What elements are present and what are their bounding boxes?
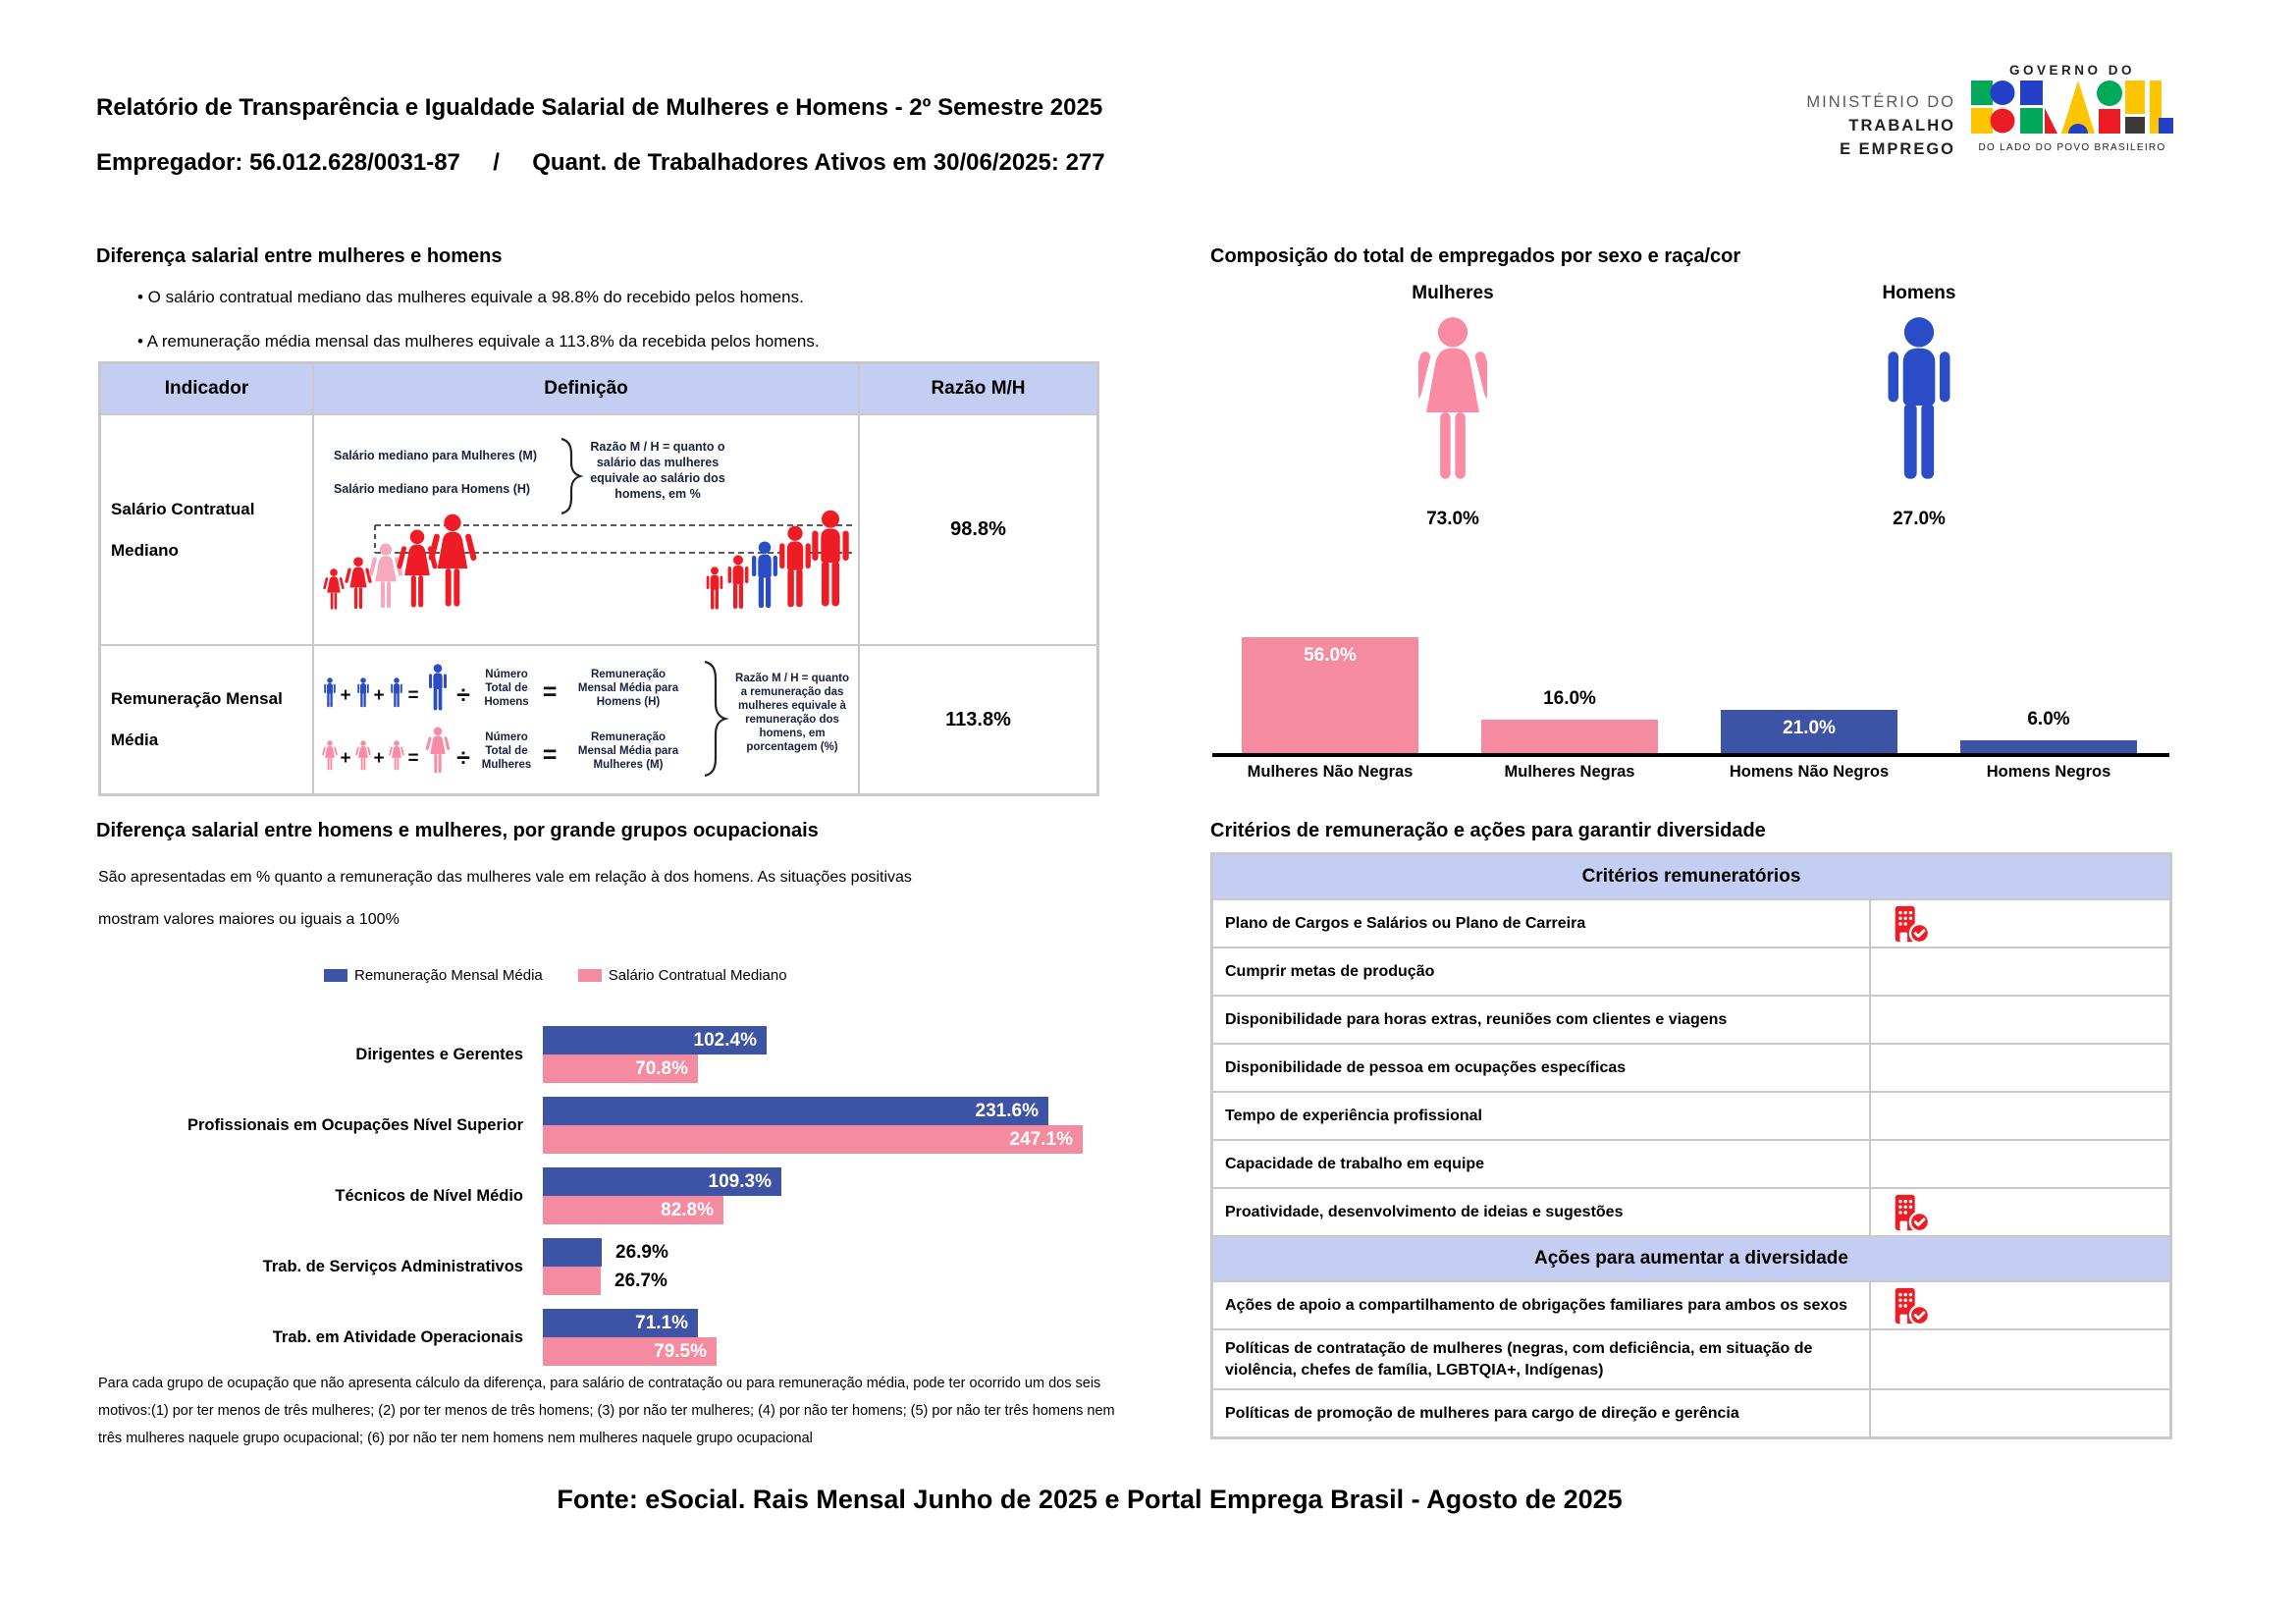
criteria-heading: Critérios de remuneração e ações para garantir diversidade — [1210, 820, 1766, 841]
bar-value-label: 102.4% — [693, 1029, 757, 1051]
ministry-line: MINISTÉRIO DO — [1806, 93, 1955, 111]
svg-text:Remuneração: Remuneração — [590, 731, 667, 743]
composition-category-label: Homens Negros — [1986, 763, 2111, 781]
criteria-section-header: Critérios remuneratórios — [1213, 855, 2169, 898]
indicator-remuneracao-media: Remuneração Mensal Média — [101, 646, 312, 793]
legend-swatch-pink — [578, 969, 602, 982]
criteria-row-label: Políticas de promoção de mulheres para cargo de direção e gerência — [1213, 1390, 1869, 1436]
legend-label: Salário Contratual Mediano — [608, 967, 787, 984]
criteria-status-cell — [1871, 1390, 2169, 1436]
composition-category-label: Mulheres Não Negras — [1247, 763, 1414, 781]
occupational-category-label: Trab. de Serviços Administrativos — [262, 1257, 523, 1275]
occupational-category-label: Profissionais em Ocupações Nível Superior — [187, 1115, 523, 1134]
diagram-remuneracao-media — [314, 646, 858, 793]
legend-label: Remuneração Mensal Média — [354, 967, 543, 984]
svg-text:Total de: Total de — [485, 745, 528, 757]
pay-gap-heading: Diferença salarial entre mulheres e homens — [96, 245, 503, 267]
bar-value-label: 79.5% — [654, 1340, 707, 1362]
svg-text:remuneração dos: remuneração dos — [745, 714, 839, 726]
ratio-value-remuneracao-media: 113.8% — [860, 646, 1096, 793]
bar-salario-contratual-mediano — [543, 1125, 1083, 1154]
woman-icon — [1418, 316, 1487, 488]
female-group-label: Mulheres — [1412, 283, 1494, 303]
criteria-status-cell — [1871, 1141, 2169, 1187]
building-check-icon — [1889, 1286, 1930, 1325]
chart-baseline — [1212, 753, 2169, 757]
ratio-table-header-indicador: Indicador — [101, 364, 312, 413]
bar-remuneracao-mensal-media — [543, 1026, 767, 1055]
gov-logo-tagline: DO LADO DO POVO BRASILEIRO — [1978, 142, 2166, 153]
occupational-subtitle-line2: mostram valores maiores ou iguais a 100% — [98, 911, 400, 928]
bar-salario-contratual-mediano — [543, 1267, 601, 1295]
bar-value-label: 82.8% — [661, 1199, 714, 1220]
svg-text:=: = — [407, 685, 419, 706]
criteria-row-label: Proatividade, desenvolvimento de ideias e sugestões — [1213, 1189, 1869, 1235]
svg-text:=: = — [542, 741, 558, 769]
svg-text:+: + — [340, 685, 351, 706]
bar-value-label: 247.1% — [1009, 1128, 1073, 1150]
ratio-table-header-definicao: Definição — [314, 364, 858, 413]
source-footer: Fonte: eSocial. Rais Mensal Junho de 2025 e Portal Emprega Brasil - Agosto de 2025 — [557, 1485, 1623, 1514]
composition-bar-2 — [1481, 720, 1658, 753]
building-check-icon — [1889, 904, 1930, 944]
svg-text:mulheres equivale à: mulheres equivale à — [738, 700, 846, 712]
criteria-row-label: Ações de apoio a compartilhamento de obrigações familiares para ambos os sexos — [1213, 1282, 1869, 1328]
ministry-line: E EMPREGO — [1840, 140, 1955, 158]
svg-text:Número: Número — [485, 669, 528, 680]
occupational-category-label: Trab. em Atividade Operacionais — [272, 1327, 523, 1346]
svg-text:+: + — [340, 748, 351, 769]
chart-legend — [324, 967, 787, 984]
bar-remuneracao-mensal-media — [543, 1238, 602, 1267]
criteria-section-header: Ações para aumentar a diversidade — [1213, 1237, 2169, 1280]
svg-text:salário das mulheres: salário das mulheres — [596, 456, 720, 469]
bar-value-label: 26.7% — [614, 1270, 667, 1291]
ministry-logo — [1571, 90, 1955, 161]
criteria-row-label: Disponibilidade de pessoa em ocupações específicas — [1213, 1045, 1869, 1091]
occupational-category-label: Técnicos de Nível Médio — [335, 1186, 523, 1205]
pay-gap-bullet-2: • A remuneração média mensal das mulheres equivale a 113.8% da recebida pelos homens. — [137, 332, 820, 351]
svg-text:Salário mediano para Mulheres: Salário mediano para Mulheres (M) — [334, 449, 537, 462]
diagram-salario-mediano — [314, 415, 858, 644]
composition-heading: Composição do total de empregados por sexo e raça/cor — [1210, 245, 1741, 267]
svg-text:homens, em: homens, em — [759, 728, 826, 739]
criteria-row-label: Tempo de experiência profissional — [1213, 1093, 1869, 1139]
brasil-logo-icon — [1971, 81, 2173, 135]
criteria-status-cell — [1871, 1282, 2169, 1328]
svg-text:÷: ÷ — [456, 744, 470, 772]
svg-text:Remuneração: Remuneração — [590, 669, 667, 680]
occupational-heading: Diferença salarial entre homens e mulheres, por grande grupos ocupacionais — [96, 820, 819, 841]
criteria-status-cell — [1871, 1093, 2169, 1139]
ratio-value-salario-contratual: 98.8% — [860, 415, 1096, 644]
bar-value-label: 56.0% — [1304, 645, 1357, 666]
governo-do-brasil-logo — [1967, 63, 2177, 153]
man-icon — [1885, 316, 1953, 488]
legend-item-remuneracao — [324, 967, 543, 984]
report-title: Relatório de Transparência e Igualdade Salarial de Mulheres e Homens - 2º Semestre 2025 — [96, 94, 1103, 121]
composition-category-label: Homens Não Negros — [1729, 763, 1890, 781]
bar-value-label: 21.0% — [1783, 718, 1836, 738]
bar-value-label: 109.3% — [708, 1170, 772, 1192]
occupational-bar-chart — [96, 1026, 1088, 1376]
criteria-row-label: Cumprir metas de produção — [1213, 948, 1869, 995]
svg-text:porcentagem (%): porcentagem (%) — [746, 741, 838, 753]
criteria-status-cell — [1871, 1189, 2169, 1235]
bar-remuneracao-mensal-media — [543, 1167, 781, 1196]
men-sum-group — [324, 664, 678, 710]
criteria-status-cell — [1871, 900, 2169, 947]
criteria-status-cell — [1871, 997, 2169, 1043]
bar-salario-contratual-mediano — [543, 1196, 723, 1224]
male-share-value: 27.0% — [1893, 509, 1946, 529]
composition-bar-4 — [1960, 740, 2137, 753]
criteria-row-label: Plano de Cargos e Salários ou Plano de Carreira — [1213, 900, 1869, 947]
svg-text:Mensal Média para: Mensal Média para — [577, 682, 679, 694]
svg-text:Mensal Média para: Mensal Média para — [577, 745, 679, 757]
criteria-table — [1210, 852, 2172, 1439]
building-check-icon — [1889, 1193, 1930, 1232]
occupational-footnote: Para cada grupo de ocupação que não apresenta cálculo da diferença, para salário de contratação ou para remuneração média, pode ter ocorrido um dos seis motivos:(1) por ter menos de três mulheres; (2) por ter menos de três homens; (3) por não ter mulheres; (4) por não ter homens; (5) por não ter três homens nem três mulheres naquele grupo ocupacional; (6) por não ter nem homens nem mulheres naquele grupo ocupacional — [98, 1376, 1115, 1446]
svg-text:+: + — [373, 685, 385, 706]
women-figures-group — [323, 514, 477, 610]
criteria-status-cell — [1871, 948, 2169, 995]
svg-text:=: = — [542, 678, 558, 706]
gov-logo-top-text: GOVERNO DO — [2008, 63, 2135, 78]
bar-salario-contratual-mediano — [543, 1055, 698, 1083]
pay-gap-bullet-1: • O salário contratual mediano das mulheres equivale a 98.8% do recebido pelos homens. — [137, 288, 804, 306]
ratio-table — [98, 361, 1099, 796]
occupational-subtitle-line1: São apresentadas em % quanto a remuneração das mulheres vale em relação à dos homens. As situações positivas — [98, 869, 912, 886]
male-group-label: Homens — [1882, 283, 1956, 303]
bar-value-label: 71.1% — [635, 1312, 688, 1333]
composition-category-label: Mulheres Negras — [1504, 763, 1635, 781]
legend-item-salario — [578, 967, 787, 984]
ratio-table-header-razao: Razão M/H — [860, 364, 1096, 413]
bar-remuneracao-mensal-media — [543, 1309, 698, 1337]
occupational-category-label: Dirigentes e Gerentes — [355, 1045, 523, 1063]
svg-text:homens, em %: homens, em % — [614, 487, 701, 501]
bar-remuneracao-mensal-media — [543, 1097, 1048, 1125]
composition-bar-chart — [1212, 589, 2169, 800]
bar-value-label: 70.8% — [635, 1057, 688, 1079]
indicator-salario-contratual: Salário Contratual Mediano — [101, 415, 312, 644]
bar-value-label: 6.0% — [2027, 709, 2070, 730]
criteria-status-cell — [1871, 1330, 2169, 1388]
svg-text:equivale ao salário dos: equivale ao salário dos — [590, 471, 725, 485]
criteria-row-label: Disponibilidade para horas extras, reuniões com clientes e viagens — [1213, 997, 1869, 1043]
women-sum-group — [322, 727, 679, 773]
svg-text:Razão M / H = quanto o: Razão M / H = quanto o — [590, 440, 725, 454]
svg-text:+: + — [373, 748, 385, 769]
svg-text:÷: ÷ — [456, 681, 470, 709]
bar-value-label: 16.0% — [1543, 688, 1596, 709]
svg-text:Homens: Homens — [484, 696, 529, 708]
svg-text:Número: Número — [485, 731, 528, 743]
female-share-value: 73.0% — [1426, 509, 1479, 529]
legend-swatch-blue — [324, 969, 347, 982]
criteria-row-label: Capacidade de trabalho em equipe — [1213, 1141, 1869, 1187]
svg-text:Razão M / H = quanto: Razão M / H = quanto — [735, 673, 849, 684]
employer-line: Empregador: 56.012.628/0031-87 / Quant. de Trabalhadores Ativos em 30/06/2025: 277 — [96, 149, 1105, 176]
svg-text:Mulheres: Mulheres — [481, 759, 532, 771]
ministry-line: TRABALHO — [1848, 117, 1955, 135]
bar-value-label: 231.6% — [975, 1100, 1039, 1121]
svg-text:Homens (H): Homens (H) — [596, 696, 661, 708]
bar-value-label: 26.9% — [615, 1241, 668, 1263]
criteria-status-cell — [1871, 1045, 2169, 1091]
criteria-row-label: Políticas de contratação de mulheres (negras, com deficiência, em situação de violência, chefes de família, LGBTQIA+, Indígenas) — [1213, 1330, 1869, 1388]
svg-text:Total de: Total de — [485, 682, 528, 694]
svg-text:a remuneração das: a remuneração das — [740, 686, 844, 698]
bar-salario-contratual-mediano — [543, 1337, 717, 1366]
svg-text:Salário mediano para Homens (H: Salário mediano para Homens (H) — [334, 482, 531, 496]
svg-text:=: = — [407, 748, 419, 769]
svg-text:Mulheres (M): Mulheres (M) — [593, 759, 664, 771]
